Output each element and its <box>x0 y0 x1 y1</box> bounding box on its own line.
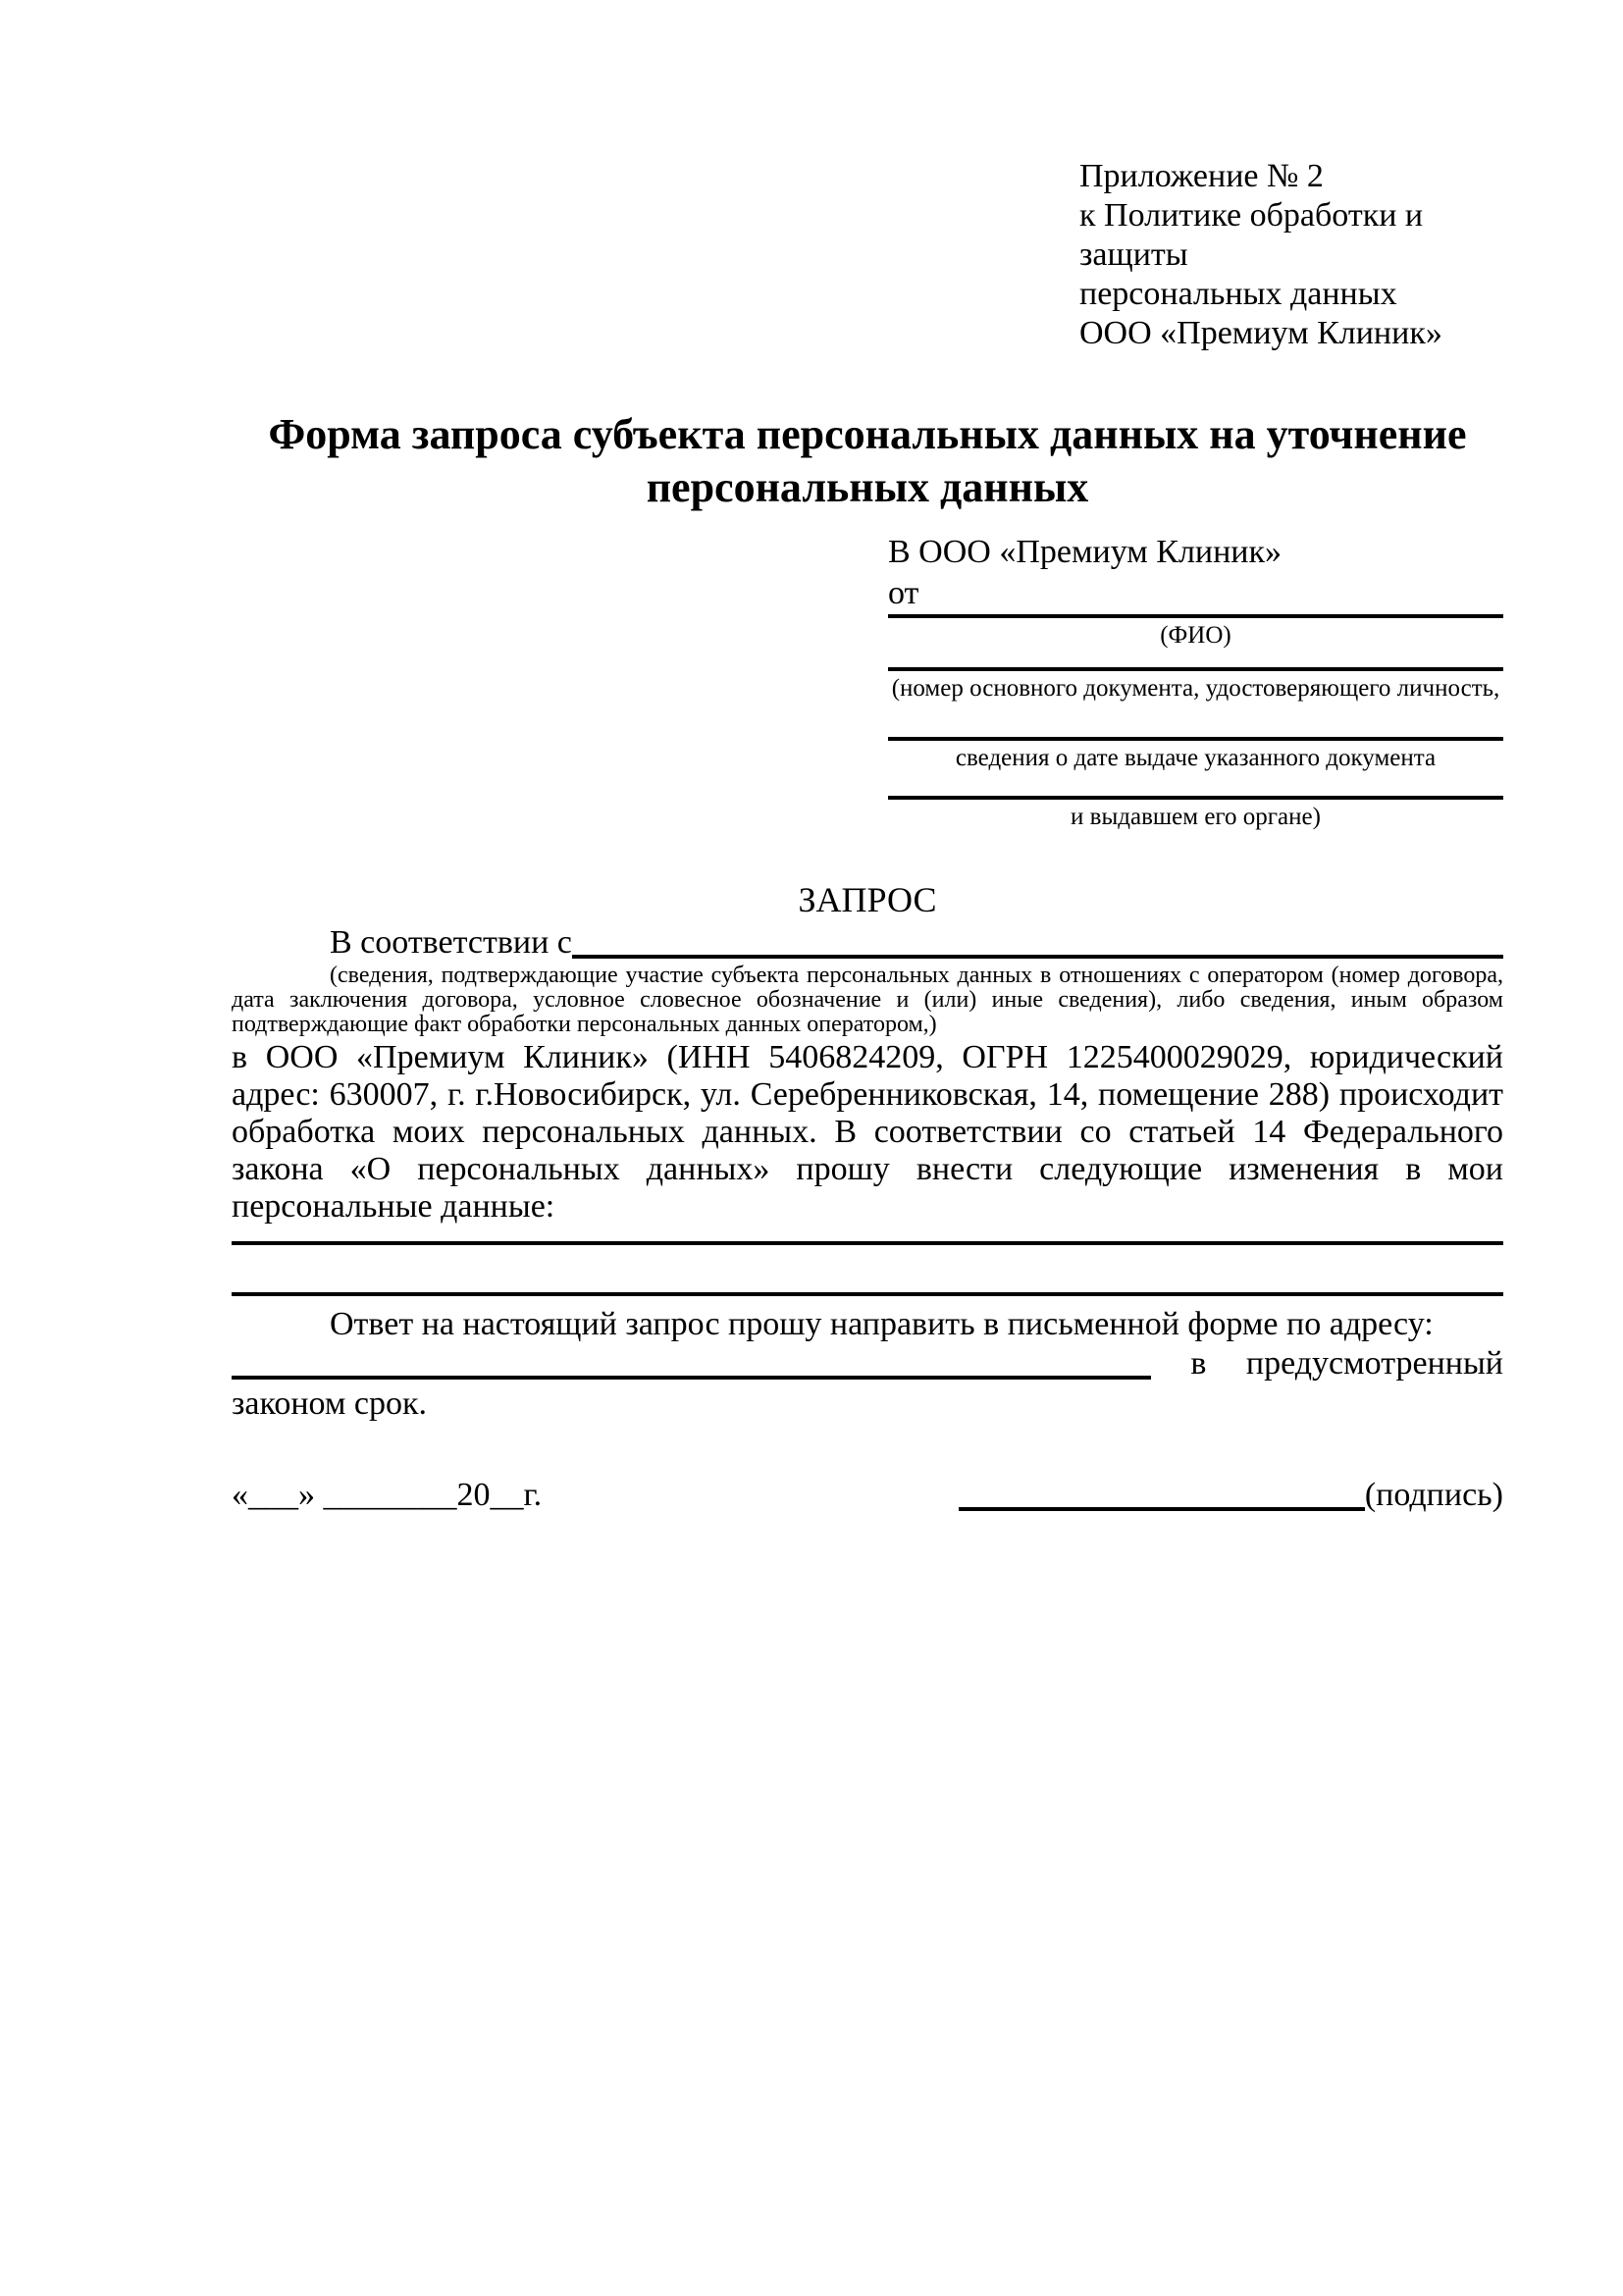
addressee-block <box>888 532 1503 835</box>
basis-blank-line <box>572 955 1503 959</box>
issue-date-blank-line <box>888 706 1503 741</box>
appendix-block <box>1079 157 1503 353</box>
appendix-line-2: к Политике обработки и защиты <box>1079 197 1424 273</box>
response-closing: законом срок. <box>232 1385 427 1422</box>
response-tail-word-1: в <box>1190 1345 1207 1382</box>
fio-field-label: (ФИО) <box>1160 622 1231 649</box>
response-address-row <box>232 1343 1503 1384</box>
intro-prefix: В соответствии с <box>330 924 572 961</box>
signature-group <box>959 1475 1503 1516</box>
issuing-authority-field-label: и выдавшем его органе) <box>1071 804 1321 830</box>
document-number-blank-line <box>888 653 1503 671</box>
date-signature-row <box>232 1475 1503 1516</box>
appendix-line-4: ООО «Премиум Клиник» <box>1079 315 1442 351</box>
issue-date-field-label: сведения о дате выдаче указанного документа <box>955 745 1437 771</box>
basis-note: (сведения, подтверждающие участие субъекта персональных данных в отношениях с оператором (номер договора, дата заключения договора, условное словесное обозначение и (или) иные сведения), либо сведения, иным образом подтверждающие факт обработки персональных данных оператором,) <box>232 963 1503 1037</box>
request-heading: ЗАПРОС <box>798 880 937 919</box>
response-paragraph: Ответ на настоящий запрос прошу направить в письменной форме по адресу: <box>330 1306 1434 1342</box>
signature-label: (подпись) <box>1364 1477 1503 1513</box>
appendix-line-1: Приложение № 2 <box>1079 158 1324 194</box>
date-line: «___» ________20__г. <box>232 1477 543 1513</box>
response-tail-word-2: предусмотренный <box>1245 1345 1503 1382</box>
document-title: Форма запроса субъекта персональных данных на уточнение персональных данных <box>268 410 1467 511</box>
addressee-to-line: В ООО «Премиум Клиник» <box>888 534 1283 570</box>
document-number-field-label: (номер основного документа, удостоверяющего личность, <box>891 675 1500 702</box>
changes-blank-line-2 <box>232 1245 1503 1296</box>
intro-row <box>232 922 1503 964</box>
addressee-from-label: от <box>888 575 919 611</box>
appendix-line-3: персональных данных <box>1079 276 1397 312</box>
signature-blank-line <box>959 1507 1365 1511</box>
address-blank-line <box>232 1376 1151 1380</box>
issuing-authority-blank-line <box>888 776 1503 800</box>
request-body: в ООО «Премиум Клиник» (ИНН 5406824209, ОГРН 1225400029029, юридический адрес: 630007, г. г.Новосибирск, ул. Серебренниковская, 14, помещение 288) происходит обработка моих персональных данных. В соответствии со статьей 14 Федерального закона «О персональных данных» прошу внести следующие изменения в мои персональные данные: <box>232 1039 1503 1225</box>
